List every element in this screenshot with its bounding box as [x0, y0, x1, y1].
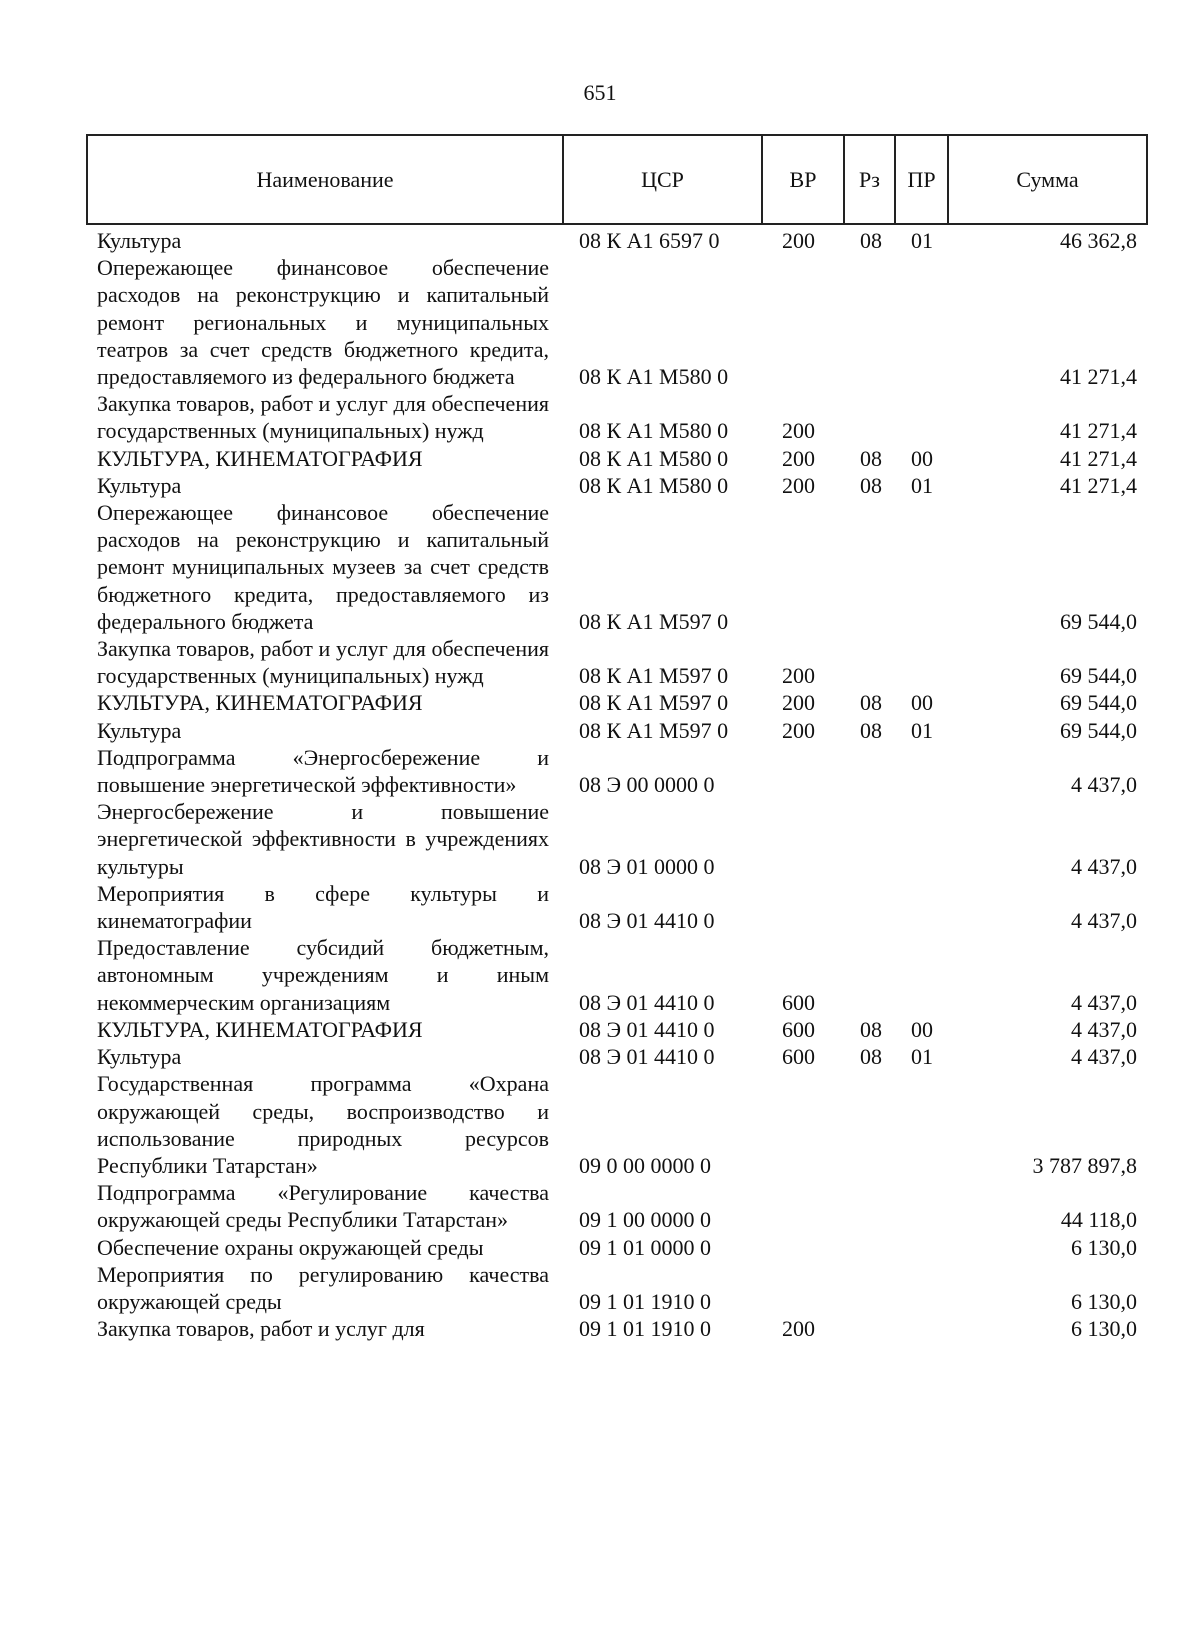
row-csr: 08 Э 00 0000 0 [579, 772, 715, 798]
row-vr: 200 [782, 663, 815, 689]
table-row [0, 472, 1200, 499]
table-row [0, 934, 1200, 1016]
table-row [0, 635, 1200, 689]
table-row [0, 1315, 1200, 1342]
row-csr: 08 К А1 6597 0 [579, 228, 720, 253]
row-name: Предоставление субсидий бюджетным, автономным учреждениям и иным некоммерческим организациям [97, 935, 549, 1015]
row-sum: 44 118,0 [1060, 1207, 1137, 1233]
row-csr: 08 К А1 М580 0 [579, 472, 729, 498]
row-sum: 41 271,4 [1060, 445, 1137, 471]
row-pr: 01 [911, 1044, 933, 1070]
row-sum: 46 362,8 [1060, 228, 1137, 253]
row-pr: 01 [911, 228, 933, 253]
row-vr: 200 [782, 1316, 815, 1342]
row-vr: 200 [782, 690, 815, 716]
row-name: Культура [97, 228, 182, 253]
table-row [0, 1234, 1200, 1261]
table-row [0, 227, 1200, 254]
table-row [0, 1179, 1200, 1233]
row-csr: 08 К А1 М597 0 [579, 608, 729, 634]
row-rz: 08 [860, 717, 882, 743]
row-vr: 600 [782, 989, 815, 1015]
header-vr: ВР [763, 136, 845, 223]
row-csr: 08 К А1 М597 0 [579, 717, 729, 743]
row-rz: 08 [860, 472, 882, 498]
row-name: Закупка товаров, работ и услуг для обеспечения государственных (муниципальных) нужд [97, 391, 549, 444]
row-vr: 600 [782, 1044, 815, 1070]
row-name: Мероприятия в сфере культуры и кинематографии [97, 880, 549, 934]
row-sum: 6 130,0 [1071, 1316, 1137, 1342]
row-vr: 200 [782, 418, 815, 444]
table-row [0, 1043, 1200, 1070]
row-name: Подпрограмма «Регулирование качества окружающей среды Республики Татарстан» [97, 1180, 549, 1233]
row-rz: 08 [860, 445, 882, 471]
row-csr: 08 К А1 М580 0 [579, 445, 729, 471]
row-name: Закупка товаров, работ и услуг для обеспечения государственных (муниципальных) нужд [97, 636, 549, 689]
row-csr: 08 Э 01 4410 0 [579, 1016, 715, 1042]
row-name: Культура [97, 472, 182, 498]
header-pr: ПР [896, 136, 949, 223]
row-name: Закупка товаров, работ и услуг для [97, 1316, 425, 1342]
row-sum: 6 130,0 [1071, 1234, 1137, 1260]
row-pr: 01 [911, 472, 933, 498]
table-row [0, 445, 1200, 472]
row-rz: 08 [860, 228, 882, 253]
row-sum: 4 437,0 [1071, 772, 1137, 798]
row-csr: 08 К А1 М597 0 [579, 663, 729, 689]
row-sum: 69 544,0 [1060, 608, 1137, 634]
row-name: Энергосбережение и повышение энергетической эффективности в учреждениях культуры [97, 799, 549, 879]
row-rz: 08 [860, 1044, 882, 1070]
row-name: Культура [97, 1044, 182, 1070]
row-sum: 41 271,4 [1060, 472, 1137, 498]
table-row [0, 880, 1200, 934]
row-sum: 4 437,0 [1071, 908, 1137, 934]
row-csr: 08 К А1 М580 0 [579, 418, 729, 444]
row-sum: 4 437,0 [1071, 1044, 1137, 1070]
row-rz: 08 [860, 1016, 882, 1042]
row-pr: 00 [911, 690, 933, 716]
row-pr: 00 [911, 445, 933, 471]
page-number: 651 [583, 80, 617, 105]
header-rz: Рз [845, 136, 896, 223]
header-name: Наименование [88, 136, 564, 223]
table-row [0, 1261, 1200, 1315]
row-name: КУЛЬТУРА, КИНЕМАТОГРАФИЯ [97, 1016, 423, 1042]
row-csr: 08 Э 01 4410 0 [579, 989, 715, 1015]
row-sum: 6 130,0 [1071, 1288, 1137, 1314]
row-name: КУЛЬТУРА, КИНЕМАТОГРАФИЯ [97, 445, 423, 471]
row-csr: 08 Э 01 4410 0 [579, 908, 715, 934]
table-row [0, 1070, 1200, 1179]
row-vr: 200 [782, 228, 815, 253]
row-csr: 09 1 01 1910 0 [579, 1288, 711, 1314]
row-pr: 00 [911, 1016, 933, 1042]
table-row [0, 390, 1200, 444]
row-name: Подпрограмма «Энергосбережение и повышение энергетической эффективности» [97, 744, 549, 798]
row-name: Мероприятия по регулированию качества окружающей среды [97, 1261, 549, 1314]
header-sum: Сумма [1016, 166, 1079, 192]
row-vr: 200 [782, 717, 815, 743]
row-csr: 09 1 01 0000 0 [579, 1234, 711, 1260]
row-csr: 08 К А1 М580 0 [579, 364, 729, 390]
row-sum: 41 271,4 [1060, 364, 1137, 390]
table-row [0, 689, 1200, 716]
row-sum: 4 437,0 [1071, 1016, 1137, 1042]
row-csr: 08 К А1 М597 0 [579, 690, 729, 716]
row-name: Опережающее финансовое обеспечение расходов на реконструкцию и капитальный ремонт региональных и муниципальных театров за счет средств бюджетного кредита, предоставляемого из федерального бюджета [97, 255, 549, 390]
table-row [0, 744, 1200, 798]
row-sum: 4 437,0 [1071, 853, 1137, 879]
row-name: КУЛЬТУРА, КИНЕМАТОГРАФИЯ [97, 690, 423, 716]
table-body [0, 227, 1200, 1342]
row-vr: 200 [782, 472, 815, 498]
row-csr: 09 1 00 0000 0 [579, 1207, 711, 1233]
row-sum: 69 544,0 [1060, 663, 1137, 689]
row-csr: 09 0 00 0000 0 [579, 1152, 711, 1178]
row-rz: 08 [860, 690, 882, 716]
row-vr: 200 [782, 445, 815, 471]
table-row [0, 254, 1200, 390]
row-name: Государственная программа «Охрана окружающей среды, воспроизводство и использование природных ресурсов Республики Татарстан» [97, 1071, 549, 1178]
row-pr: 01 [911, 717, 933, 743]
row-name: Культура [97, 717, 182, 743]
table-row [0, 499, 1200, 635]
row-vr: 600 [782, 1016, 815, 1042]
table-row [0, 717, 1200, 744]
row-csr: 08 Э 01 0000 0 [579, 853, 715, 879]
row-sum: 4 437,0 [1071, 989, 1137, 1015]
table-header [86, 134, 1148, 225]
header-csr: ЦСР [564, 136, 763, 223]
table-row [0, 1016, 1200, 1043]
table-row [0, 798, 1200, 880]
row-sum: 41 271,4 [1060, 418, 1137, 444]
row-name: Опережающее финансовое обеспечение расходов на реконструкцию и капитальный ремонт муниципальных музеев за счет средств бюджетного кредита, предоставляемого из федерального бюджета [97, 500, 549, 634]
row-sum: 69 544,0 [1060, 717, 1137, 743]
row-sum: 3 787 897,8 [1032, 1152, 1137, 1178]
row-sum: 69 544,0 [1060, 690, 1137, 716]
row-csr: 08 Э 01 4410 0 [579, 1044, 715, 1070]
row-name: Обеспечение охраны окружающей среды [97, 1234, 484, 1260]
row-csr: 09 1 01 1910 0 [579, 1316, 711, 1342]
